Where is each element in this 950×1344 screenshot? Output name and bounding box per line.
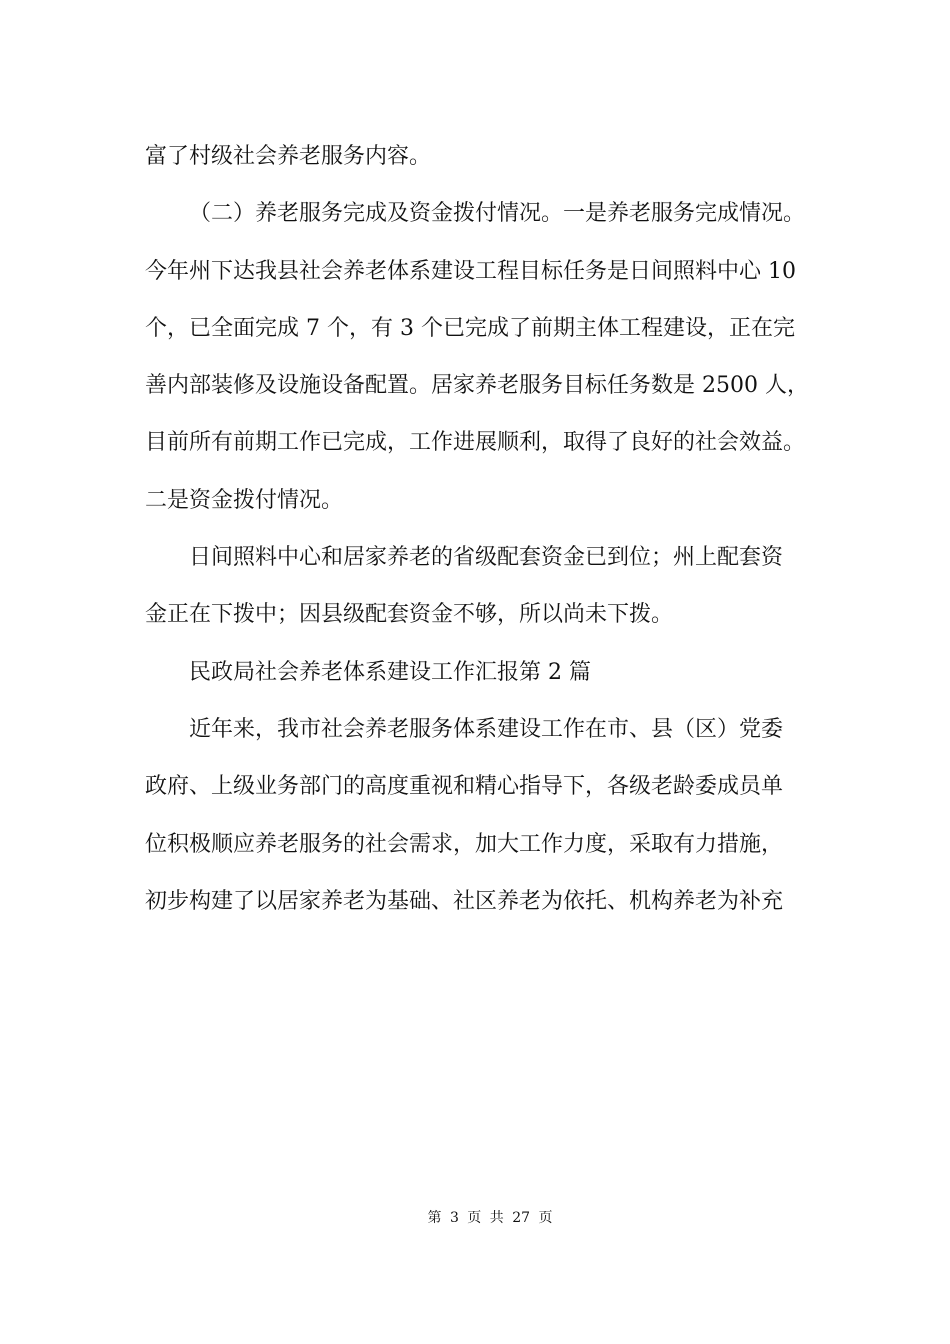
text-line: 富了村级社会养老服务内容。 — [145, 144, 432, 169]
body-text — [145, 128, 825, 930]
text-line: 位积极顺应养老服务的社会需求，加大工作力度，采取有力措施， — [145, 831, 784, 857]
text-line: 日间照料中心和居家养老的省级配套资金已到位；州上配套资 — [189, 545, 784, 571]
text-line: （二）养老服务完成及资金拨付情况。一是养老服务完成情况。 — [189, 201, 806, 227]
section-heading: 民政局社会养老体系建设工作汇报第 2 篇 — [189, 659, 591, 685]
text-line: 善内部装修及设施设备配置。居家养老服务目标任务数是 2500 人， — [145, 373, 809, 399]
text-line: 初步构建了以居家养老为基础、社区养老为依托、机构养老为补充 — [145, 888, 784, 914]
text-line: 个，已全面完成 7 个，有 3 个已完成了前期主体工程建设，正在完 — [145, 315, 795, 341]
text-line: 今年州下达我县社会养老体系建设工程目标任务是日间照料中心 10 — [145, 258, 796, 284]
text-line: 金正在下拨中；因县级配套资金不够，所以尚未下拨。 — [145, 602, 674, 628]
text-line: 政府、上级业务部门的高度重视和精心指导下，各级老龄委成员单 — [145, 774, 784, 800]
text-line: 目前所有前期工作已完成，工作进展顺利，取得了良好的社会效益。 — [145, 430, 806, 456]
text-line: 二是资金拨付情况。 — [145, 487, 344, 513]
page-number-footer: 第 3 页 共 27 页 — [427, 1210, 553, 1226]
text-line: 近年来，我市社会养老服务体系建设工作在市、县（区）党委 — [189, 716, 784, 742]
